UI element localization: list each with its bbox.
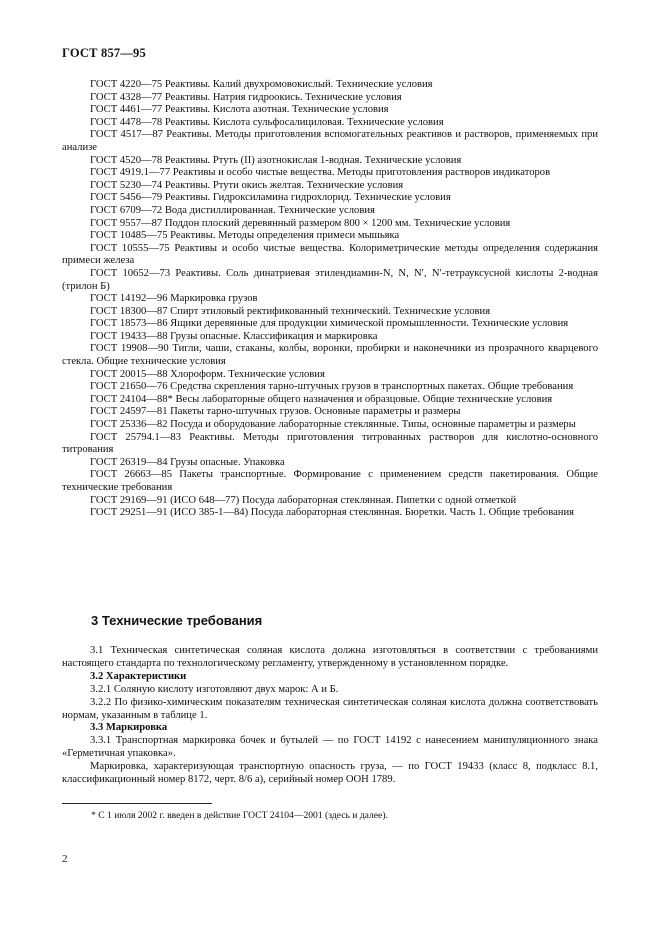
reference-item: ГОСТ 5230—74 Реактивы. Ртути окись желтая. Технические условия	[90, 179, 404, 191]
references-list	[62, 79, 598, 520]
reference-item: ГОСТ 4919.1—77 Реактивы и особо чистые вещества. Методы приготовления растворов индикаторов	[90, 167, 551, 179]
reference-item: ГОСТ 29169—91 (ИСО 648—77) Посуда лабораторная стеклянная. Пипетки с одной отметкой	[90, 494, 517, 506]
reference-item: ГОСТ 6709—72 Вода дистиллированная. Технические условия	[90, 204, 375, 216]
reference-item: ГОСТ 10485—75 Реактивы. Методы определения примеси мышьяка	[90, 230, 400, 242]
reference-item: ГОСТ 14192—96 Маркировка грузов	[90, 293, 258, 305]
reference-item: ГОСТ 18573—86 Ящики деревянные для продукции химической промышленности. Технические условия	[90, 318, 569, 330]
reference-item: ГОСТ 18300—87 Спирт этиловый ректификованный технический. Технические условия	[90, 305, 491, 317]
reference-item: ГОСТ 25336—82 Посуда и оборудование лабораторные стеклянные. Типы, основные параметры и размеры	[90, 419, 576, 431]
footnote-divider	[62, 803, 212, 804]
reference-item: ГОСТ 10652—73 Реактивы. Соль динатриевая этилендиамин-N, N, N′, N′-тетрауксусной кислоты 2-водная (трилон Б)	[62, 267, 598, 292]
reference-item: ГОСТ 4328—77 Реактивы. Натрия гидроокись. Технические условия	[90, 91, 402, 103]
reference-item: ГОСТ 24597—81 Пакеты тарно-штучных грузов. Основные параметры и размеры	[90, 406, 461, 418]
reference-item: ГОСТ 5456—79 Реактивы. Гидроксиламина гидрохлорид. Технические условия	[90, 192, 451, 204]
reference-item: ГОСТ 25794.1—83 Реактивы. Методы приготовления титрованных растворов для кислотно-основного титрования	[62, 431, 598, 456]
reference-item: ГОСТ 4461—77 Реактивы. Кислота азотная. Технические условия	[90, 104, 389, 116]
reference-item: ГОСТ 4517—87 Реактивы. Методы приготовления вспомогательных реактивов и растворов, применяемых при анализе	[62, 129, 598, 153]
reference-item: ГОСТ 19433—88 Грузы опасные. Классификация и маркировка	[90, 330, 378, 342]
paragraph-3-2-1: 3.2.1 Соляную кислоту изготовляют двух марок: А и Б.	[90, 683, 339, 695]
paragraph-3-2-2: 3.2.2 По физико-химическим показателям техническая синтетическая соляная кислота должна соответствовать нормам, указанным в таблице 1.	[62, 696, 598, 721]
reference-item: ГОСТ 4220—75 Реактивы. Калий двухромовокислый. Технические условия	[90, 79, 433, 90]
paragraph-3-3-1: 3.3.1 Транспортная маркировка бочек и бутылей — по ГОСТ 14192 с нанесением манипуляционного знака «Герметичная упаковка».	[62, 735, 598, 760]
paragraph-3-3-1-marking: Маркировка, характеризующая транспортную опасность груза, — по ГОСТ 19433 (класс 8, подкласс 8.1, классификационный номер 8172, черт. 8/6 а), серийный номер ООН 1789.	[62, 761, 598, 786]
reference-item: ГОСТ 21650—76 Средства скрепления тарно-штучных грузов в транспортных пакетах. Общие требования	[90, 381, 574, 393]
reference-item: ГОСТ 26663—85 Пакеты транспортные. Формирование с применением средств пакетирования. Общие технические требования	[62, 469, 598, 493]
footnote: * С 1 июля 2002 г. введен в действие ГОСТ 24104—2001 (здесь и далее).	[91, 810, 388, 821]
reference-item: ГОСТ 24104—88* Весы лабораторные общего назначения и образцовые. Общие технические условия	[90, 393, 553, 405]
reference-item: ГОСТ 10555—75 Реактивы и особо чистые вещества. Колориметрические методы определения содержания примеси железа	[62, 242, 598, 267]
reference-item: ГОСТ 4478—78 Реактивы. Кислота сульфосалициловая. Технические условия	[90, 116, 444, 128]
subheading-3-3: 3.3 Маркировка	[90, 722, 168, 734]
page-number: 2	[62, 853, 68, 865]
reference-item: ГОСТ 9557—87 Поддон плоский деревянный размером 800 × 1200 мм. Технические условия	[90, 217, 511, 229]
section-body	[62, 645, 598, 787]
reference-item: ГОСТ 4520—78 Реактивы. Ртуть (II) азотнокислая 1-водная. Технические условия	[90, 154, 462, 166]
section-title: 3 Технические требования	[91, 613, 263, 628]
page-header: ГОСТ 857—95	[62, 46, 146, 60]
reference-item: ГОСТ 29251—91 (ИСО 385-1—84) Посуда лабораторная стеклянная. Бюретки. Часть 1. Общие требования	[90, 507, 575, 519]
paragraph-3-1: 3.1 Техническая синтетическая соляная кислота должна изготовляться в соответствии с требованиями настоящего стандарта по технологическому регламенту, утвержденному в установленном порядке.	[62, 645, 598, 669]
reference-item: ГОСТ 26319—84 Грузы опасные. Упаковка	[90, 456, 285, 468]
reference-item: ГОСТ 19908—90 Тигли, чаши, стаканы, колбы, воронки, пробирки и наконечники из прозрачного кварцевого стекла. Общие технические условия	[62, 343, 598, 368]
reference-item: ГОСТ 20015—88 Хлороформ. Технические условия	[90, 368, 325, 380]
subheading-3-2: 3.2 Характеристики	[90, 670, 187, 682]
